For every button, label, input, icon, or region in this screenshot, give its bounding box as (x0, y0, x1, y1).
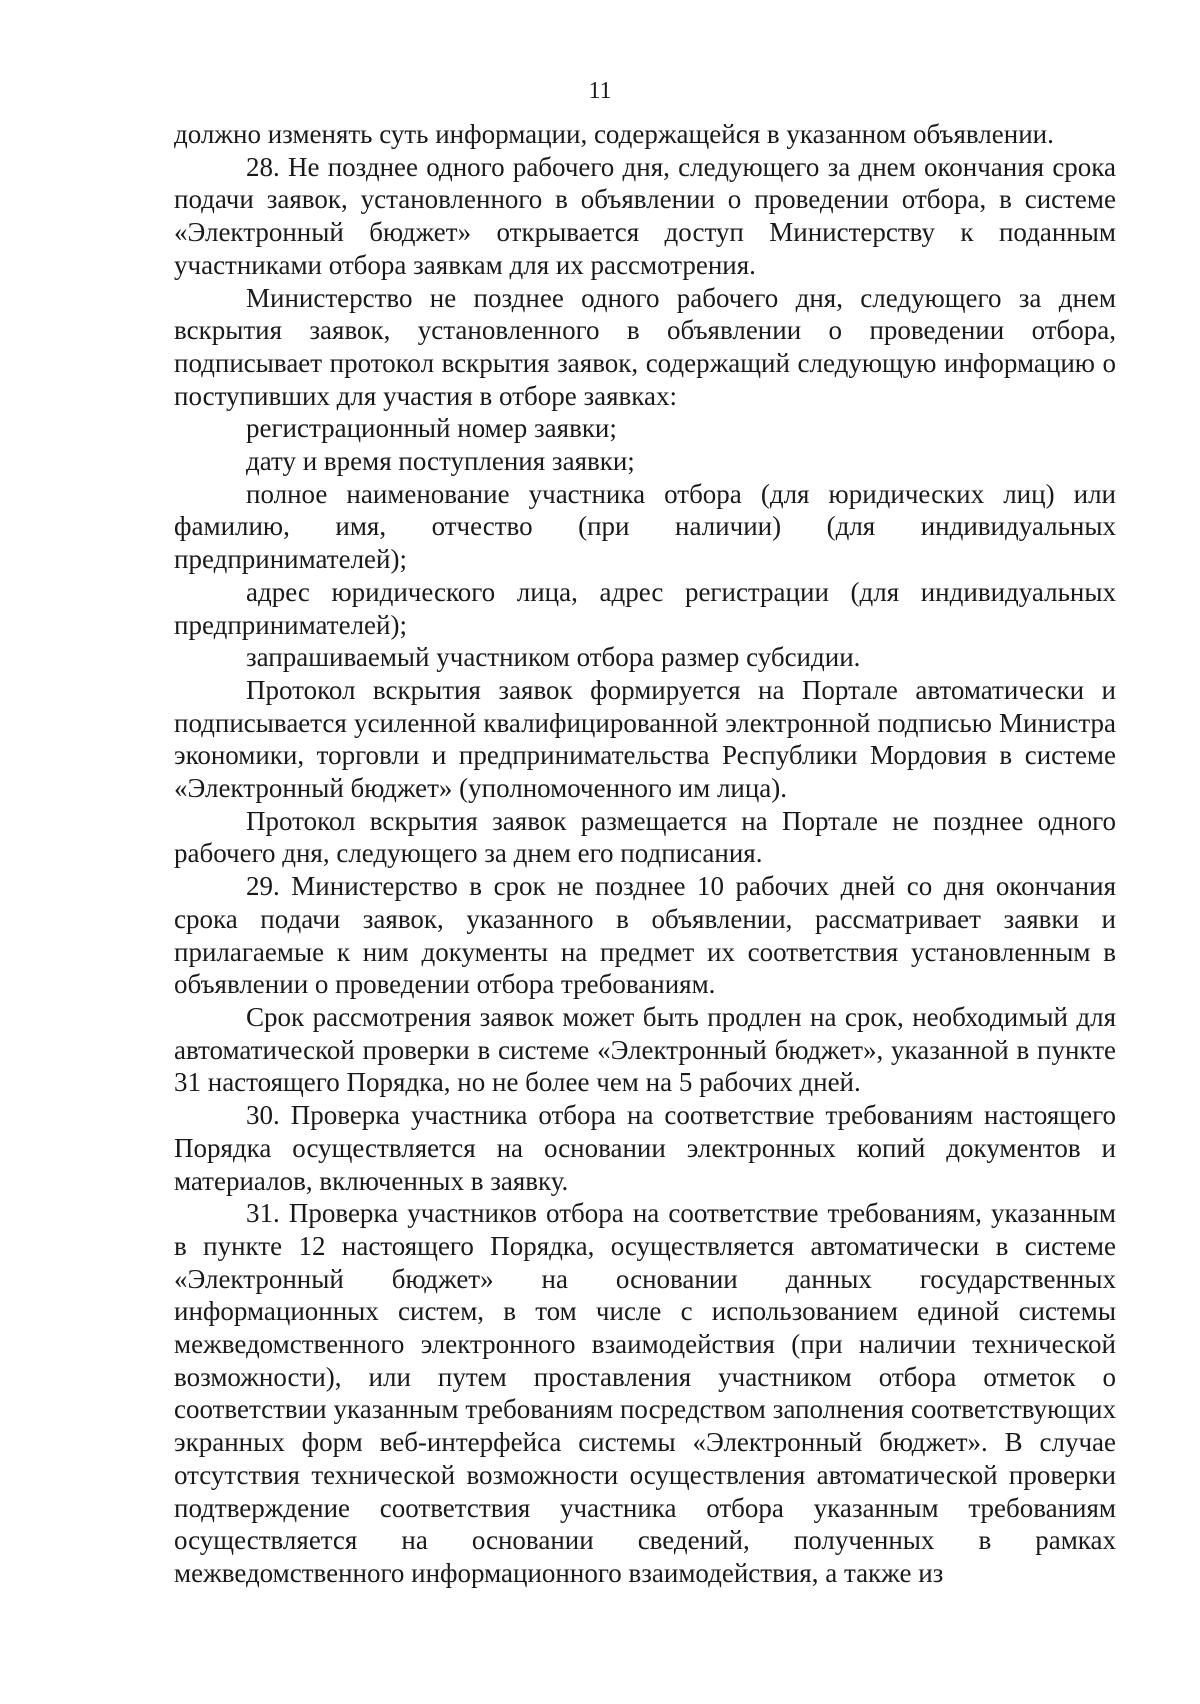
page-number: 11 (588, 78, 612, 104)
list-item-address: адрес юридического лица, адрес регистрации (для индивидуальных предпринимателей); (174, 576, 1116, 640)
paragraph-protocol-formation: Протокол вскрытия заявок формируется на Портале автоматически и подписывается усиленной квалифицированной электронной подписью Министра экономики, торговли и предпринимательства Республики Мордовия в системе «Электронный бюджет» (уполномоченного им лица). (174, 674, 1116, 804)
paragraph-protocol-publication: Протокол вскрытия заявок размещается на Портале не позднее одного рабочего дня, следующего за днем его подписания. (174, 805, 1116, 869)
list-item-subsidy-amount: запрашиваемый участником отбора размер субсидии. (246, 642, 861, 673)
list-item-registration-number: регистрационный номер заявки; (246, 413, 617, 444)
paragraph-protocol-signing: Министерство не позднее одного рабочего дня, следующего за днем вскрытия заявок, установленного в объявлении о проведении отбора, подписывает протокол вскрытия заявок, содержащий следующую информацию о поступивших для участия в отборе заявках: (174, 282, 1116, 411)
paragraph-item-28: 28. Не позднее одного рабочего дня, следующего за днем окончания срока подачи заявок, установленного в объявлении о проведении отбора, в системе «Электронный бюджет» открывается доступ Министерству к поданным участниками отбора заявкам для их рассмотрения. (174, 151, 1116, 280)
paragraph-item-30: 30. Проверка участника отбора на соответствие требованиям настоящего Порядка осуществляется на основании электронных копий документов и материалов, включенных в заявку. (174, 1100, 1116, 1196)
list-item-full-name: полное наименование участника отбора (для юридических лиц) или фамилию, имя, отчество (при наличии) (для индивидуальных предпринимателей); (174, 478, 1116, 575)
list-item-date-time: дату и время поступления заявки; (246, 446, 635, 477)
paragraph-item-31: 31. Проверка участников отбора на соответствие требованиям, указанным в пункте 12 настоящего Порядка, осуществляется автоматически в системе «Электронный бюджет» на основании данных государственных информационных систем, в том числе с использованием единой системы межведомственного электронного взаимодействия (при наличии технической возможности), или путем проставления участником отбора отметок о соответствии указанным требованиям посредством заполнения соответствующих экранных форм веб-интерфейса системы «Электронный бюджет». В случае отсутствия технической возможности осуществления автоматической проверки подтверждение соответствия участника отбора указанным требованиям осуществляется на основании сведений, полученных в рамках межведомственного информационного взаимодействия, а также из (174, 1198, 1116, 1588)
paragraph-continuation: должно изменять суть информации, содержащейся в указанном объявлении. (174, 119, 1054, 149)
document-body (174, 118, 1116, 1590)
paragraph-review-extension: Срок рассмотрения заявок может быть продлен на срок, необходимый для автоматической проверки в системе «Электронный бюджет», указанной в пункте 31 настоящего Порядка, но не более чем на 5 рабочих дней. (174, 1001, 1116, 1098)
paragraph-item-29: 29. Министерство в срок не позднее 10 рабочих дней со дня окончания срока подачи заявок, указанного в объявлении, рассматривает заявки и прилагаемые к ним документы на предмет их соответствия установленным в объявлении о проведении отбора требованиям. (174, 871, 1116, 1000)
